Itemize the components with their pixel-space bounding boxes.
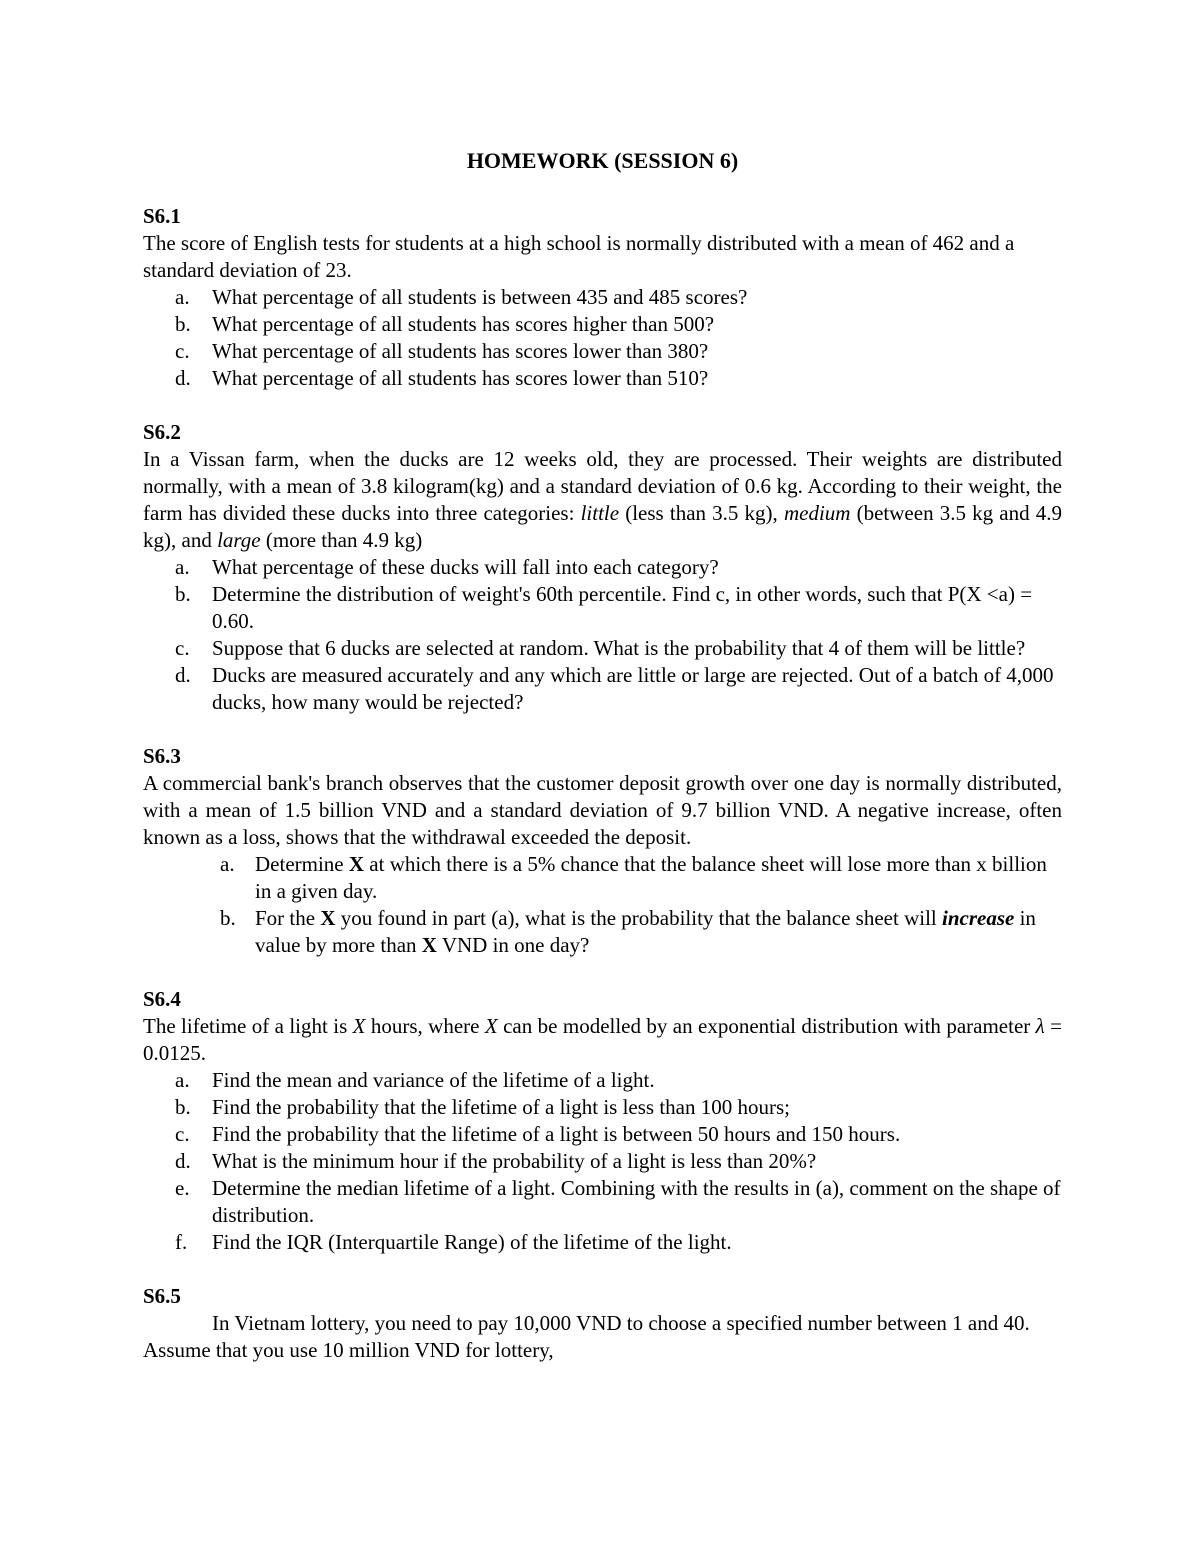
variable-x: X xyxy=(421,933,437,957)
question-item xyxy=(143,905,1062,959)
term-increase: increase xyxy=(942,906,1015,930)
item-marker: d. xyxy=(175,1149,191,1173)
question-item xyxy=(143,338,1062,365)
text-run: For the xyxy=(255,906,321,930)
item-text: Find the IQR (Interquartile Range) of the lifetime of the light. xyxy=(212,1230,732,1254)
text-run: The lifetime of a light is xyxy=(143,1014,353,1038)
question-list xyxy=(143,554,1062,716)
item-marker: d. xyxy=(175,663,191,687)
item-marker: e. xyxy=(175,1176,190,1200)
item-marker: c. xyxy=(175,339,190,363)
item-marker: a. xyxy=(175,555,190,579)
term-medium: medium xyxy=(783,501,851,525)
section-s6-5 xyxy=(143,1283,1062,1364)
question-item xyxy=(143,581,1062,635)
item-marker: b. xyxy=(175,1095,191,1119)
question-list xyxy=(143,1067,1062,1256)
question-item xyxy=(143,635,1062,662)
section-s6-1 xyxy=(143,203,1062,392)
item-text: Find the probability that the lifetime of a light is between 50 hours and 150 hours. xyxy=(212,1122,901,1146)
item-text: What is the minimum hour if the probability of a light is less than 20%? xyxy=(212,1149,817,1173)
question-list xyxy=(143,851,1062,959)
problem-statement: In Vietnam lottery, you need to pay 10,000 VND to choose a specified number between 1 and 40. Assume that you use 10 million VND for lottery, xyxy=(143,1311,1030,1362)
section-heading: S6.5 xyxy=(143,1284,181,1308)
section-heading: S6.2 xyxy=(143,420,181,444)
item-marker: b. xyxy=(220,906,236,930)
variable-x: X xyxy=(320,906,336,930)
text-run: you found in part (a), what is the probability that the balance sheet will xyxy=(335,906,942,930)
text-run: (between 3.5 kg and 4.9 kg), and xyxy=(143,501,1062,552)
text-run: at which there is a 5% chance that the balance sheet will lose more than x billion in a given day. xyxy=(255,852,1047,903)
item-text: Find the probability that the lifetime of a light is less than 100 hours; xyxy=(212,1095,791,1119)
item-text: Suppose that 6 ducks are selected at random. What is the probability that 4 of them will be little? xyxy=(212,636,1026,660)
question-item xyxy=(143,311,1062,338)
item-text: What percentage of all students has scores higher than 500? xyxy=(212,312,715,336)
question-item xyxy=(143,1175,1062,1229)
lambda-symbol: λ xyxy=(1035,1014,1045,1038)
item-text: Determine the distribution of weight's 60th percentile. Find c, in other words, such that P(X <a) = 0.60. xyxy=(212,582,1033,633)
text-run: Determine xyxy=(255,852,349,876)
document-title: HOMEWORK (SESSION 6) xyxy=(466,148,739,173)
text-run: in value by more than xyxy=(255,906,1036,957)
problem-statement: The score of English tests for students at a high school is normally distributed with a mean of 462 and a standard deviation of 23. xyxy=(143,231,1015,282)
item-marker: c. xyxy=(175,1122,190,1146)
item-marker: c. xyxy=(175,636,190,660)
question-item xyxy=(143,284,1062,311)
question-item xyxy=(143,1094,1062,1121)
variable-x: X xyxy=(348,852,365,876)
text-run: = 0.0125. xyxy=(143,1014,1063,1065)
item-marker: b. xyxy=(175,582,191,606)
question-item xyxy=(143,662,1062,716)
item-text: What percentage of these ducks will fall into each category? xyxy=(212,555,719,579)
item-text: Find the mean and variance of the lifetime of a light. xyxy=(212,1068,655,1092)
item-text: Determine the median lifetime of a light. Combining with the results in (a), comment on the shape of distribution. xyxy=(212,1176,1061,1227)
text-run: In a Vissan farm, when the ducks are 12 weeks old, they are processed. Their weights are distributed normally, with a mean of 3.8 kilogram(kg) and a standard deviation of 0.6 kg. According to their weight, the farm has divided these ducks into three categories: xyxy=(143,447,1062,525)
problem-statement xyxy=(143,446,1062,554)
section-heading: S6.4 xyxy=(143,987,181,1011)
document-body xyxy=(143,147,1062,1391)
section-s6-4 xyxy=(143,986,1062,1256)
question-item xyxy=(143,554,1062,581)
question-list xyxy=(143,284,1062,392)
item-marker: f. xyxy=(175,1230,188,1254)
question-item xyxy=(143,851,1062,905)
item-text: What percentage of all students has scores lower than 380? xyxy=(212,339,709,363)
text-run: (less than 3.5 kg), xyxy=(619,501,784,525)
item-marker: d. xyxy=(175,366,191,390)
section-s6-3 xyxy=(143,743,1062,959)
item-text: What percentage of all students is between 435 and 485 scores? xyxy=(212,285,748,309)
question-item xyxy=(143,1148,1062,1175)
section-heading: S6.1 xyxy=(143,204,181,228)
problem-statement: A commercial bank's branch observes that the customer deposit growth over one day is normally distributed, with a mean of 1.5 billion VND and a standard deviation of 9.7 billion VND. A negative increase, often known as a loss, shows that the withdrawal exceeded the deposit. xyxy=(143,771,1062,849)
section-heading: S6.3 xyxy=(143,744,181,768)
question-item xyxy=(143,1067,1062,1094)
text-run: hours, where xyxy=(365,1014,485,1038)
text-run: VND in one day? xyxy=(436,933,590,957)
item-text: Ducks are measured accurately and any which are little or large are rejected. Out of a batch of 4,000 ducks, how many would be rejected? xyxy=(212,663,1054,714)
section-s6-2 xyxy=(143,419,1062,716)
problem-statement xyxy=(143,1013,1062,1067)
item-marker: a. xyxy=(220,852,235,876)
term-large: large xyxy=(217,528,261,552)
item-marker: a. xyxy=(175,1068,190,1092)
variable-x: X xyxy=(352,1014,366,1038)
question-item xyxy=(143,365,1062,392)
text-run: can be modelled by an exponential distribution with parameter xyxy=(497,1014,1036,1038)
question-item xyxy=(143,1229,1062,1256)
item-text: What percentage of all students has scores lower than 510? xyxy=(212,366,709,390)
question-item xyxy=(143,1121,1062,1148)
term-little: little xyxy=(580,501,620,525)
item-marker: a. xyxy=(175,285,190,309)
text-run: (more than 4.9 kg) xyxy=(260,528,423,552)
item-marker: b. xyxy=(175,312,191,336)
variable-x: X xyxy=(484,1014,498,1038)
